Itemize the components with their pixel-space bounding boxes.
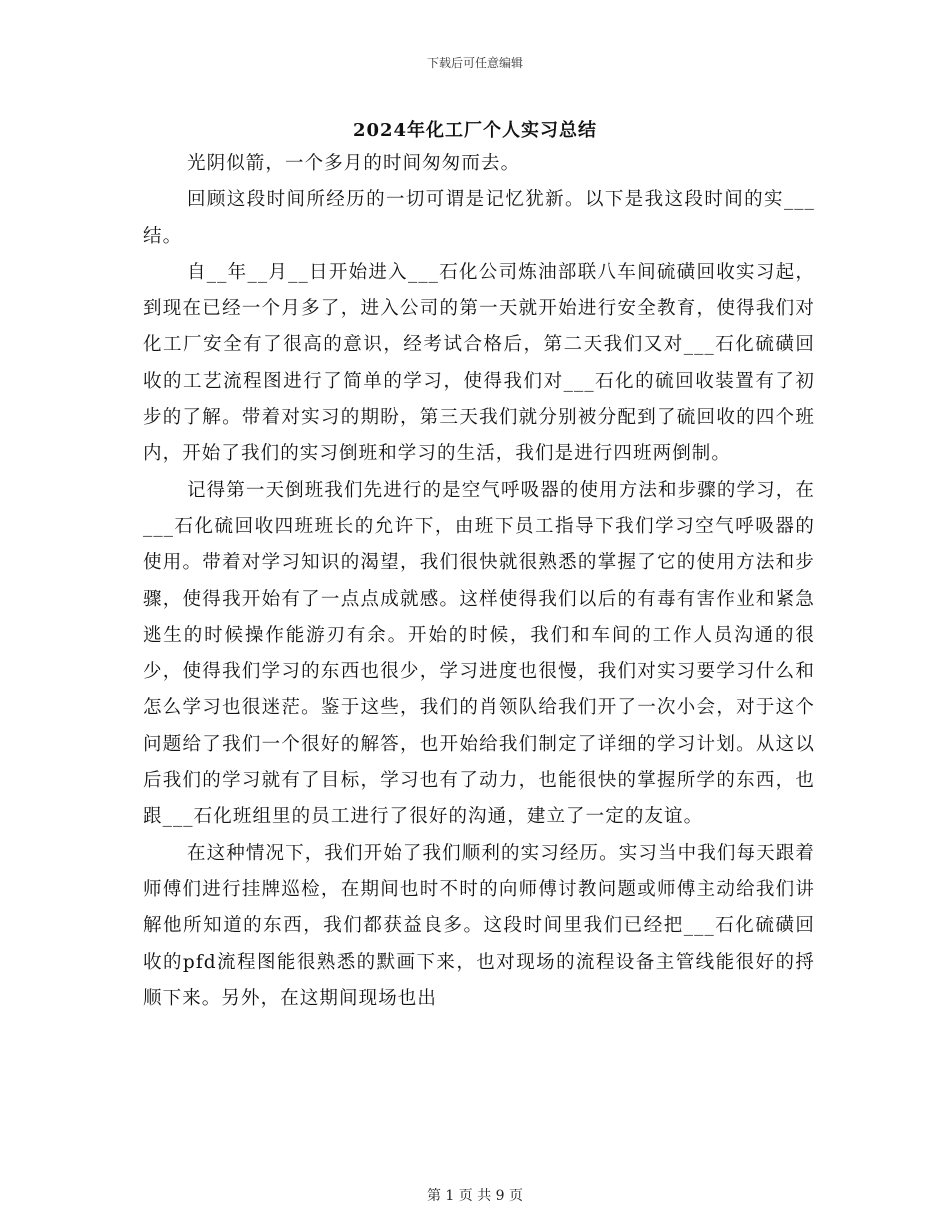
paragraph-3: 自__年__月__日开始进入___石化公司炼油部联八车间硫磺回收实习起，到现在已经一个月多了，进入公司的第一天就开始进行安全教育，使得我们对化工厂安全有了很高的意识，经考试合格后，第二天我们又对___石化硫磺回收的工艺流程图进行了简单的学习，使得我们对___石化的硫回收装置有了初步的了解。带着对实习的期盼，第三天我们就分别被分配到了硫回收的四个班内，开始了我们的实习倒班和学习的生活，我们是进行四班两倒制。 bbox=[143, 261, 815, 465]
paragraph-5: 在这种情况下，我们开始了我们顺利的实习经历。实习当中我们每天跟着师傅们进行挂牌巡检，在期间也时不时的向师傅讨教问题或师傅主动给我们讲解他所知道的东西，我们都获益良多。这段时间里我们已经把___石化硫磺回收的pfd流程图能很熟悉的默画下来，也对现场的流程设备主管线能很好的捋顺下来。另外，在这期间现场也出 bbox=[143, 842, 815, 1009]
page-number-footer: 第 1 页 共 9 页 bbox=[426, 1188, 524, 1204]
document-title: 2024年化工厂个人实习总结 bbox=[352, 120, 598, 141]
paragraph-2: 回顾这段时间所经历的一切可谓是记忆犹新。以下是我这段时间的实___结。 bbox=[143, 189, 815, 247]
paragraph-4: 记得第一天倒班我们先进行的是空气呼吸器的使用方法和步骤的学习，在___石化硫回收四班班长的允许下，由班下员工指导下我们学习空气呼吸器的使用。带着对学习知识的渴望，我们很快就很熟悉的掌握了它的使用方法和步骤，使得我开始有了一点点成就感。这样使得我们以后的有毒有害作业和紧急逃生的时候操作能游刃有余。开始的时候，我们和车间的工作人员沟通的很少，使得我们学习的东西也很少，学习进度也很慢，我们对实习要学习什么和怎么学习也很迷茫。鉴于这些，我们的肖领队给我们开了一次小会，对于这个问题给了我们一个很好的解答，也开始给我们制定了详细的学习计划。从这以后我们的学习就有了目标，学习也有了动力，也能很快的掌握所学的东西，也跟___石化班组里的员工进行了很好的沟通，建立了一定的友谊。 bbox=[143, 479, 815, 828]
page-header-note: 下载后可任意编辑 bbox=[426, 56, 523, 70]
paragraph-1: 光阴似箭，一个多月的时间匆匆而去。 bbox=[187, 153, 521, 174]
document-body bbox=[143, 146, 815, 1017]
